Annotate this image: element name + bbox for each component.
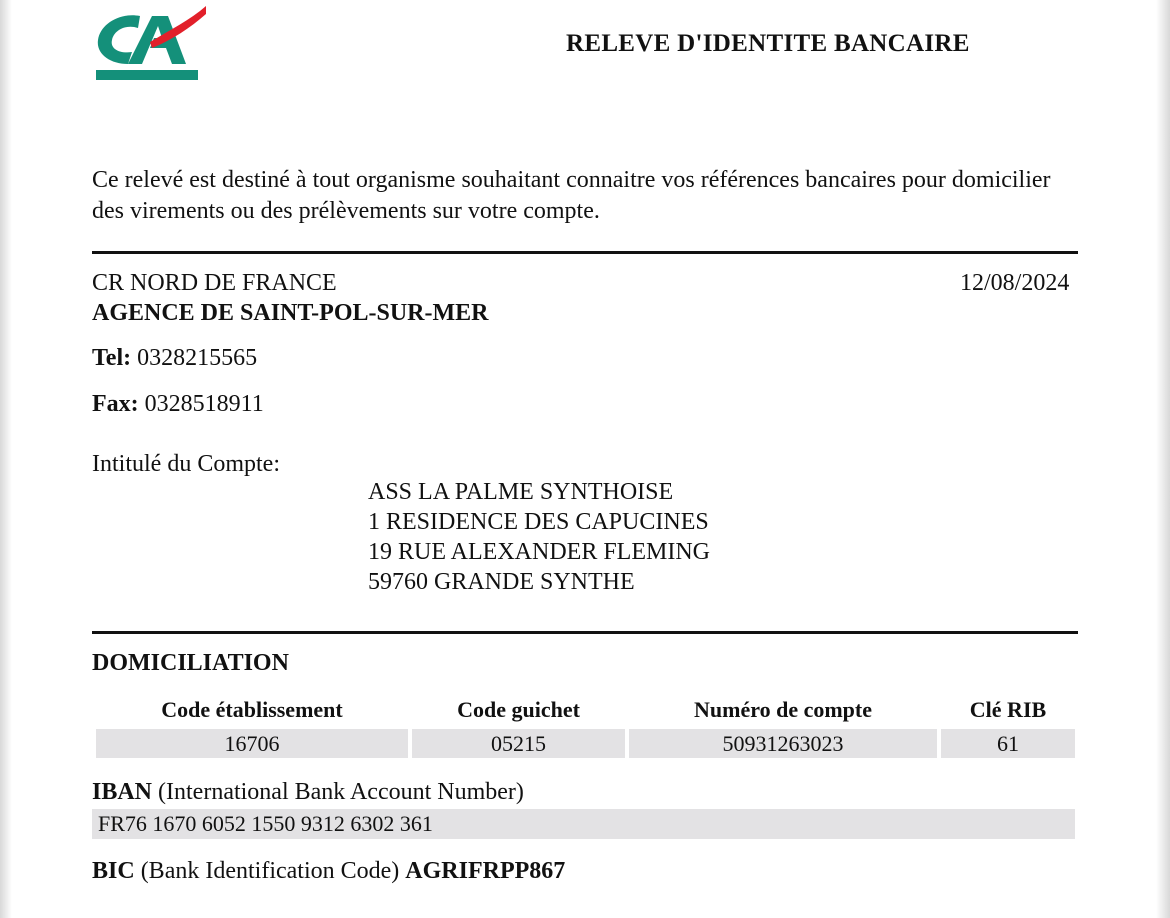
- tel-row: [92, 343, 257, 373]
- statement-date: 12/08/2024: [960, 270, 1070, 296]
- bic-row: [92, 856, 565, 886]
- divider-top: [92, 251, 1078, 254]
- iban-label-row: [92, 777, 524, 807]
- account-holder-label: Intitulé du Compte:: [92, 451, 280, 477]
- document-title: RELEVE D'IDENTITE BANCAIRE: [566, 30, 970, 57]
- regional-bank-name: CR NORD DE FRANCE: [92, 270, 337, 296]
- fax-label: Fax:: [92, 391, 139, 417]
- bic-description: (Bank Identification Code): [140, 858, 400, 884]
- agency-name: AGENCE DE SAINT-POL-SUR-MER: [92, 300, 489, 326]
- tel-label: Tel:: [92, 345, 132, 371]
- numero-compte-value: 50931263023: [629, 729, 937, 758]
- fax-value: 0328518911: [144, 391, 264, 417]
- fax-row: [92, 389, 264, 419]
- column-header-code-etablissement: Code établissement: [161, 697, 343, 722]
- column-header-code-guichet: Code guichet: [457, 697, 580, 722]
- page-shadow-right: [1156, 0, 1170, 918]
- iban-value: FR76 1670 6052 1550 9312 6302 361: [98, 811, 433, 836]
- code-guichet-value: 05215: [412, 729, 625, 758]
- iban-value-box: [92, 809, 1075, 839]
- account-holder-line: ASS LA PALME SYNTHOISE: [368, 479, 674, 505]
- tel-value: 0328215565: [137, 345, 258, 371]
- bic-value: AGRIFRPP867: [405, 858, 566, 884]
- domiciliation-heading: DOMICILIATION: [92, 650, 289, 676]
- divider-bottom: [92, 631, 1078, 634]
- column-header-numero-compte: Numéro de compte: [694, 697, 872, 722]
- account-holder-line: 59760 GRANDE SYNTHE: [368, 569, 635, 595]
- iban-description: (International Bank Account Number): [158, 779, 524, 805]
- page-shadow-left: [0, 0, 12, 918]
- account-holder-line: 1 RESIDENCE DES CAPUCINES: [368, 509, 709, 535]
- code-etablissement-value: 16706: [96, 729, 408, 758]
- cle-rib-value: 61: [941, 729, 1075, 758]
- credit-agricole-logo-icon: [92, 2, 208, 84]
- iban-label: IBAN: [92, 779, 153, 805]
- intro-text: Ce relevé est destiné à tout organisme souhaitant connaitre vos références bancaires pour domicilier des virements ou des prélèvements sur votre compte.: [92, 167, 1051, 224]
- column-header-cle-rib: Clé RIB: [969, 697, 1047, 722]
- account-holder-line: 19 RUE ALEXANDER FLEMING: [368, 539, 710, 565]
- bic-label: BIC: [92, 858, 135, 884]
